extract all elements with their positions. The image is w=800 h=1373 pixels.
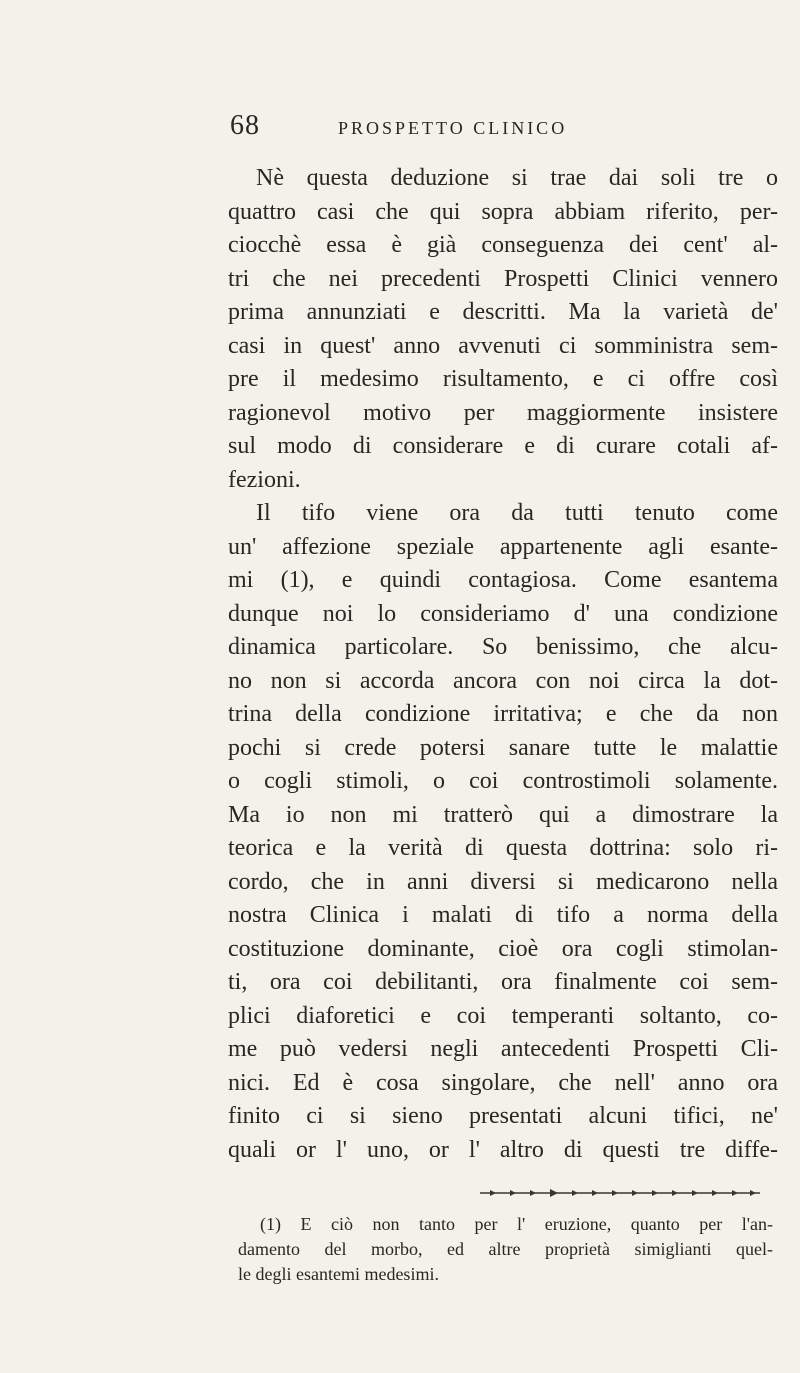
text-line: un' affezione speziale appartenente agli esante- [228,533,778,560]
text-line: ti, ora coi debilitanti, ora finalmente coi sem- [228,969,778,995]
footnote-separator-ornament [480,1188,760,1198]
running-head: PROSPETTO CLINICO [338,118,568,138]
text-line: nostra Clinica i malati di tifo a norma della [228,902,778,928]
text-line: quali or l' uno, or l' altro di questi tre diffe- [228,1136,778,1163]
page-header [230,110,660,150]
text-line: pre il medesimo risultamento, e ci offre così [228,366,778,392]
text-line: Nè questa deduzione si trae dai soli tre o [256,165,778,191]
text-line: mi (1), e quindi contagiosa. Come esantema [228,567,778,593]
text-line: dunque noi lo consideriamo d' una condizione [228,600,778,627]
text-line: teorica e la verità di questa dottrina: solo ri- [228,835,778,861]
page-number: 68 [230,110,260,141]
text-line: plici diaforetici e coi temperanti soltanto, co- [228,1002,778,1029]
text-line: casi in quest' anno avvenuti ci somministra sem- [228,332,778,359]
text-line: nici. Ed è cosa singolare, che nell' anno ora [228,1069,778,1096]
text-line: ciocchè essa è già conseguenza dei cent' al- [228,232,778,258]
footnote-line: (1) E ciò non tanto per l' eruzione, quanto per l'an- [260,1214,773,1234]
text-line: o cogli stimoli, o coi controstimoli solamente. [228,768,778,794]
text-line: costituzione dominante, cioè ora cogli stimolan- [228,935,778,962]
text-line: sul modo di considerare e di curare cotali af- [228,433,778,459]
text-line: fezioni. [228,466,301,493]
text-line: quattro casi che qui sopra abbiam riferito, per- [228,198,778,225]
text-line: pochi si crede potersi sanare tutte le malattie [228,734,778,761]
footnote [238,1212,773,1287]
text-line: dinamica particolare. So benissimo, che alcu- [228,634,778,660]
text-line: prima annunziati e descritti. Ma la varietà de' [228,299,778,325]
footnote-line: le degli esantemi medesimi. [238,1264,439,1284]
text-line: finito ci si sieno presentati alcuni tifici, ne' [228,1103,778,1129]
text-line: ragionevol motivo per maggiormente insistere [228,399,778,426]
text-line: trina della condizione irritativa; e che da non [228,701,778,727]
text-line: Ma io non mi tratterò qui a dimostrare la [228,801,778,828]
body-text [228,162,778,1167]
text-line: me può vedersi negli antecedenti Prospetti Cli- [228,1036,778,1062]
text-line: Il tifo viene ora da tutti tenuto come [256,500,778,526]
text-line: no non si accorda ancora con noi circa la dot- [228,667,778,694]
text-line: tri che nei precedenti Prospetti Clinici vennero [228,265,778,292]
footnote-line: damento del morbo, ed altre proprietà simiglianti quel- [238,1239,773,1259]
text-line: cordo, che in anni diversi si medicarono nella [228,868,778,895]
